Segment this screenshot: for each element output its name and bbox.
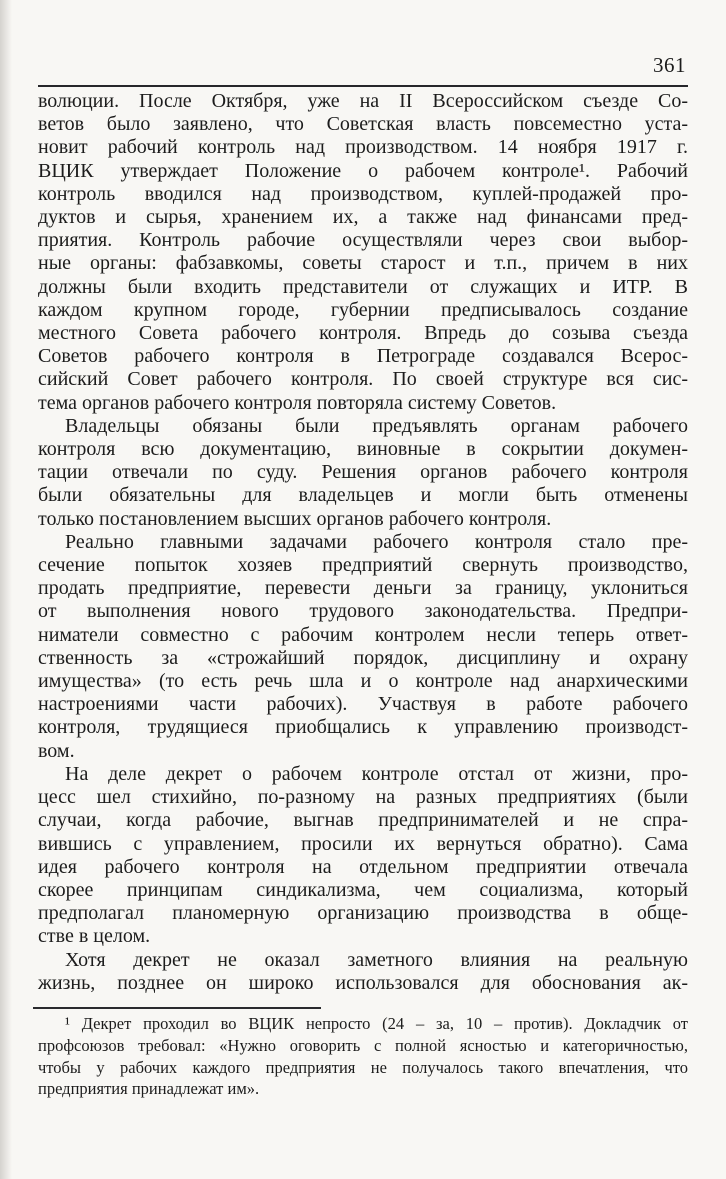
text-line: продать предприятие, перевести деньги за границу, уклониться <box>38 577 688 600</box>
footnote-separator <box>33 1007 321 1009</box>
text-line: контроля, трудящиеся приобщались к управлению производст- <box>38 716 688 739</box>
text-line: тации отвечали по суду. Решения органов рабочего контроля <box>38 461 688 484</box>
paragraph <box>38 763 688 949</box>
text-line: ветов было заявлено, что Советская власть повсеместно уста- <box>38 113 688 136</box>
paragraph <box>38 415 688 531</box>
footnote-line: чтобы у рабочих каждого предприятия не получалось такого впечатления, что <box>38 1057 688 1077</box>
footnote-line: предприятия принадлежат им». <box>38 1079 260 1099</box>
text-line: Реально главными задачами рабочего контроля стало пре- <box>65 530 688 553</box>
text-line: На деле декрет о рабочем контроле отстал от жизни, про- <box>65 762 688 785</box>
text-line: стве в целом. <box>38 925 151 948</box>
text-line: волюции. После Октября, уже на II Всероссийском съезде Со- <box>38 90 688 112</box>
paragraph <box>38 949 688 995</box>
text-line: идея рабочего контроля на отдельном предприятии отвечала <box>38 855 688 878</box>
text-line: предполагал планомерную организацию производства в обще- <box>38 902 688 925</box>
footnote <box>38 1013 688 1100</box>
text-line: должны были входить представители от служащих и ИТР. В <box>38 275 688 298</box>
footnote-line: профсоюзов требовал: «Нужно оговорить с полной ясностью и категоричностью, <box>38 1035 688 1055</box>
text-line: контроль вводился над производством, куплей-продажей про- <box>38 182 688 205</box>
paragraph <box>38 531 688 763</box>
text-line: имущества» (то есть речь шла и о контроле над анархическими <box>38 670 688 693</box>
text-line: ниматели совместно с рабочим контролем несли теперь ответ- <box>38 623 688 646</box>
text-line: скорее принципам синдикализма, чем социализма, который <box>38 878 688 901</box>
body-text-column <box>38 90 688 995</box>
text-line: дуктов и сырья, хранением их, а также над финансами пред- <box>38 206 688 229</box>
text-line: случаи, когда рабочие, выгнав предпринимателей и не спра- <box>38 809 688 832</box>
text-line: вившись с управлением, просили их вернуться обратно). Сама <box>38 832 688 855</box>
footnote-line: ¹ Декрет проходил во ВЦИК непросто (24 – за, 10 – против). Докладчик от <box>65 1014 688 1033</box>
text-line: Советов рабочего контроля в Петрограде создавался Всерос- <box>38 345 688 368</box>
text-line: Владельцы обязаны были предъявлять органам рабочего <box>65 414 688 437</box>
text-line: цесс шел стихийно, по-разному на разных предприятиях (были <box>38 786 688 809</box>
text-line: новит рабочий контроль над производством. 14 ноября 1917 г. <box>38 136 688 159</box>
text-line: от выполнения нового трудового законодательства. Предпри- <box>38 600 688 623</box>
text-line: были обязательны для владельцев и могли быть отменены <box>38 484 688 507</box>
paragraph <box>38 90 688 415</box>
text-line: Хотя декрет не оказал заметного влияния на реальную <box>65 948 688 971</box>
text-line: ственность за «строжайший порядок, дисциплину и охрану <box>38 646 688 669</box>
text-line: ВЦИК утверждает Положение о рабочем контроле¹. Рабочий <box>38 159 688 182</box>
text-line: контроля всю документацию, виновные в сокрытии докумен- <box>38 438 688 461</box>
text-line: жизнь, позднее он широко использовался для обоснования ак- <box>38 971 688 994</box>
header-rule <box>38 85 688 87</box>
text-line: вом. <box>38 739 75 762</box>
text-line: только постановлением высших органов рабочего контроля. <box>38 507 552 530</box>
text-line: настроениями части рабочих). Участвуя в работе рабочего <box>38 693 688 716</box>
text-line: каждом крупном городе, губернии предписывалось создание <box>38 298 688 321</box>
text-line: сийский Совет рабочего контроля. По своей структуре вся сис- <box>38 368 688 391</box>
text-line: тема органов рабочего контроля повторяла систему Советов. <box>38 391 557 414</box>
page-number: 361 <box>653 53 686 77</box>
text-line: местного Совета рабочего контроля. Впредь до созыва съезда <box>38 322 688 345</box>
text-line: приятия. Контроль рабочие осуществляли через свои выбор- <box>38 229 688 252</box>
text-line: ные органы: фабзавкомы, советы старост и т.п., причем в них <box>38 252 688 275</box>
text-line: сечение попыток хозяев предприятий свернуть производство, <box>38 554 688 577</box>
